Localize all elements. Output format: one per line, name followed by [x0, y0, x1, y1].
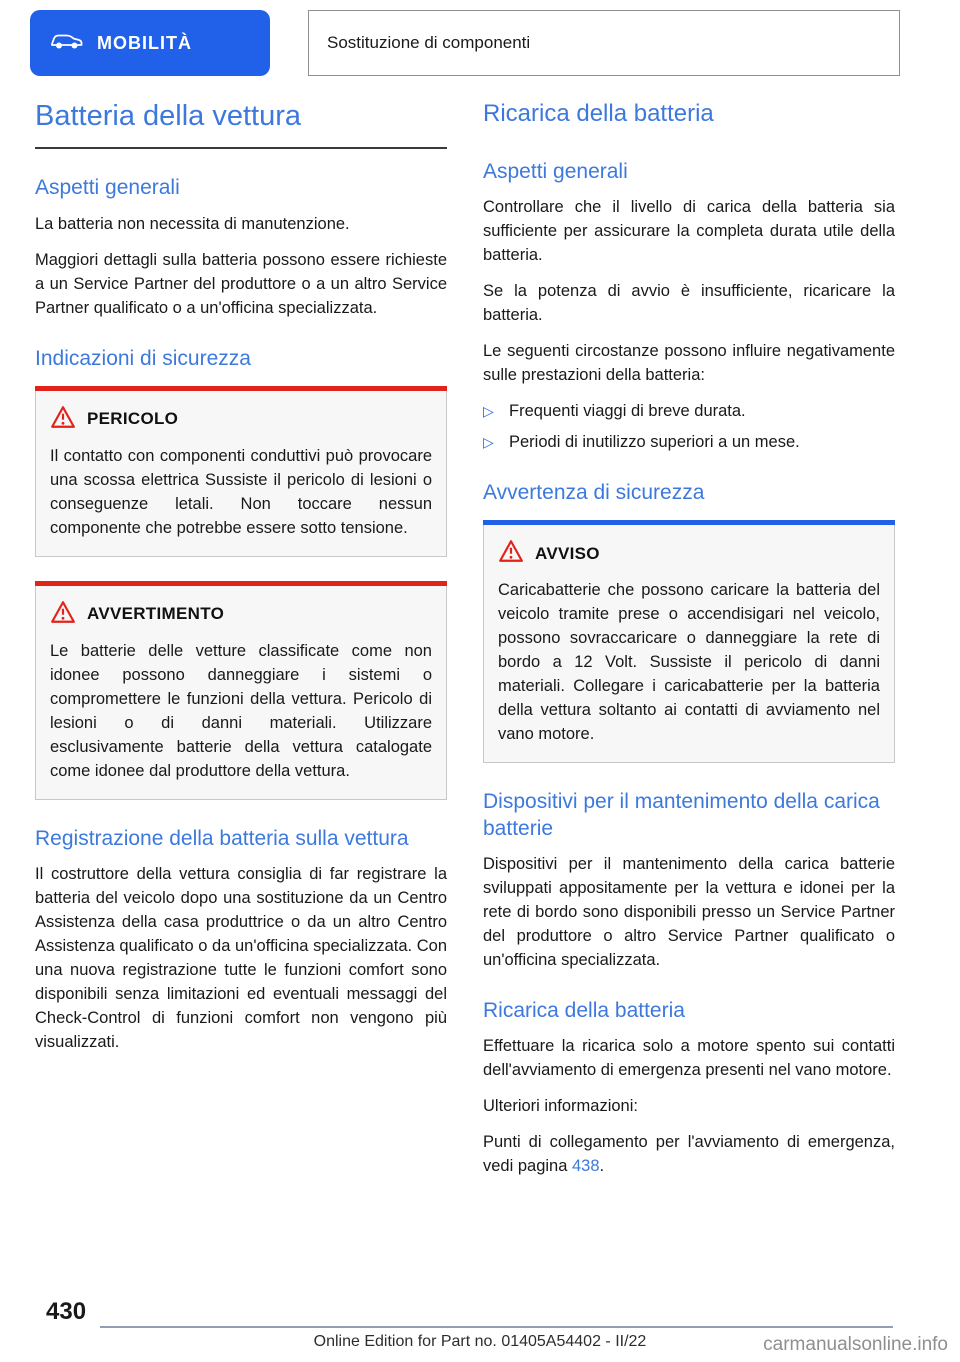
list-item — [483, 430, 895, 454]
page-title: Batteria della vettura — [35, 100, 447, 149]
page-header — [30, 10, 900, 76]
list-item-text: Periodi di inutilizzo superiori a un mese. — [509, 433, 800, 452]
paragraph: Maggiori dettagli sulla batteria possono essere richieste a un Service Partner del produttore o a un altro Service Partner qualificato o a un'officina specializzata. — [35, 250, 447, 317]
bullet-list — [483, 399, 895, 454]
warning-triangle-icon — [50, 405, 76, 434]
section-title: Sostituzione di componenti — [327, 33, 531, 52]
danger-title: PERICOLO — [87, 409, 179, 429]
danger-box — [35, 386, 447, 557]
paragraph-text: . — [599, 1157, 605, 1176]
footer-rule — [100, 1326, 893, 1328]
paragraph-text: Punti di collegamento per l'avviamento di emergenza, vedi pagina — [483, 1133, 895, 1176]
warning-triangle-icon — [50, 600, 76, 629]
paragraph: Dispositivi per il mantenimento della carica batterie sviluppati appositamente per la vettura e idonei per la rete di bordo sono disponibili presso un Service Partner del produttore o altro Service Partner qualificato o un'officina specializzata. — [483, 854, 895, 969]
warning-text: Le batterie delle vetture classificate come non idonee possono danneggiare i sistemi o compromettere le funzioni della vettura. Pericolo di lesioni o di danni materiali. Utilizzare esclusivamente batterie della vettura catalogate come idonee dal produttore della vettura. — [50, 641, 432, 780]
content-columns — [35, 100, 895, 1190]
notice-title: AVVISO — [535, 543, 600, 563]
footer-page-number: 430 — [46, 1298, 87, 1325]
car-icon — [48, 30, 84, 57]
paragraph-with-link — [483, 1130, 895, 1178]
page-reference-link[interactable]: 438 — [572, 1157, 600, 1176]
heading-aspetti-generali-right: Aspetti generali — [483, 159, 628, 183]
notice-box-body — [483, 525, 895, 763]
left-column — [35, 100, 447, 1190]
footer-edition-text: Online Edition for Part no. 01405A54402 - II/22 — [313, 1333, 647, 1350]
notice-box — [483, 520, 895, 763]
triangle-bullet-icon: ▷ — [483, 434, 494, 451]
paragraph: Se la potenza di avvio è insufficiente, ricaricare la batteria. — [483, 282, 895, 325]
chapter-badge — [30, 10, 270, 76]
paragraph: Il costruttore della vettura consiglia di far registrare la batteria del veicolo dopo una sostituzione da un Centro Assistenza della casa produttrice o da un altro Centro Assistenza qualificato o da un'officina specializzata. Con una nuova registrazione tutte le funzioni comfort sono disponibili senza limitazioni ed eventuali messaggi del Check-Control di funzioni comfort non vengono più visualizzati. — [35, 865, 447, 1052]
paragraph: Ulteriori informazioni: — [483, 1097, 638, 1116]
chapter-badge-label: MOBILITÀ — [97, 32, 192, 53]
warning-box — [35, 581, 447, 800]
heading-aspetti-generali-left: Aspetti generali — [35, 176, 180, 200]
watermark-text: carmanualsonline.info — [763, 1334, 948, 1355]
warning-box-header — [50, 600, 432, 629]
section-heading-ricarica: Ricarica della batteria — [483, 100, 714, 127]
warning-triangle-icon — [498, 539, 524, 568]
heading-registrazione-batteria: Registrazione della batteria sulla vettura — [35, 826, 409, 850]
paragraph: Controllare che il livello di carica della batteria sia sufficiente per assicurare la completa durata utile della batteria. — [483, 198, 895, 265]
warning-box-body — [35, 586, 447, 800]
paragraph: Effettuare la ricarica solo a motore spento sui contatti dell'avviamento di emergenza presenti nel vano motore. — [483, 1037, 895, 1080]
warning-title: AVVERTIMENTO — [87, 604, 225, 624]
list-item — [483, 399, 895, 423]
danger-box-header — [50, 405, 432, 434]
notice-text: Caricabatterie che possono caricare la batteria del veicolo tramite prese o accendisigari nel veicolo, possono sovraccaricare o danneggiare la rete di bordo a 12 Volt. Sussiste il pericolo di danni materiali. Collegare i caricabatterie per la batteria della vettura soltanto ai contatti di avviamento nel vano motore. — [498, 581, 880, 744]
heading-indicazioni-sicurezza: Indicazioni di sicurezza — [35, 346, 251, 370]
notice-box-header — [498, 539, 880, 568]
paragraph: La batteria non necessita di manutenzione. — [35, 214, 350, 233]
heading-ricarica-batteria: Ricarica della batteria — [483, 998, 685, 1022]
heading-avvertenza-sicurezza: Avvertenza di sicurezza — [483, 481, 705, 505]
heading-dispositivi-mantenimento: Dispositivi per il mantenimento della carica batterie — [483, 790, 880, 840]
section-title-box — [308, 10, 900, 76]
right-column — [483, 100, 895, 1190]
triangle-bullet-icon: ▷ — [483, 403, 494, 420]
paragraph: Le seguenti circostanze possono influire negativamente sulle prestazioni della batteria: — [483, 342, 895, 385]
list-item-text: Frequenti viaggi di breve durata. — [509, 402, 746, 421]
danger-box-body — [35, 391, 447, 557]
danger-text: Il contatto con componenti conduttivi può provocare una scossa elettrica Sussiste il pericolo di lesioni o conseguenze letali. Non toccare nessun componente che potrebbe essere sotto tensione. — [50, 446, 432, 537]
